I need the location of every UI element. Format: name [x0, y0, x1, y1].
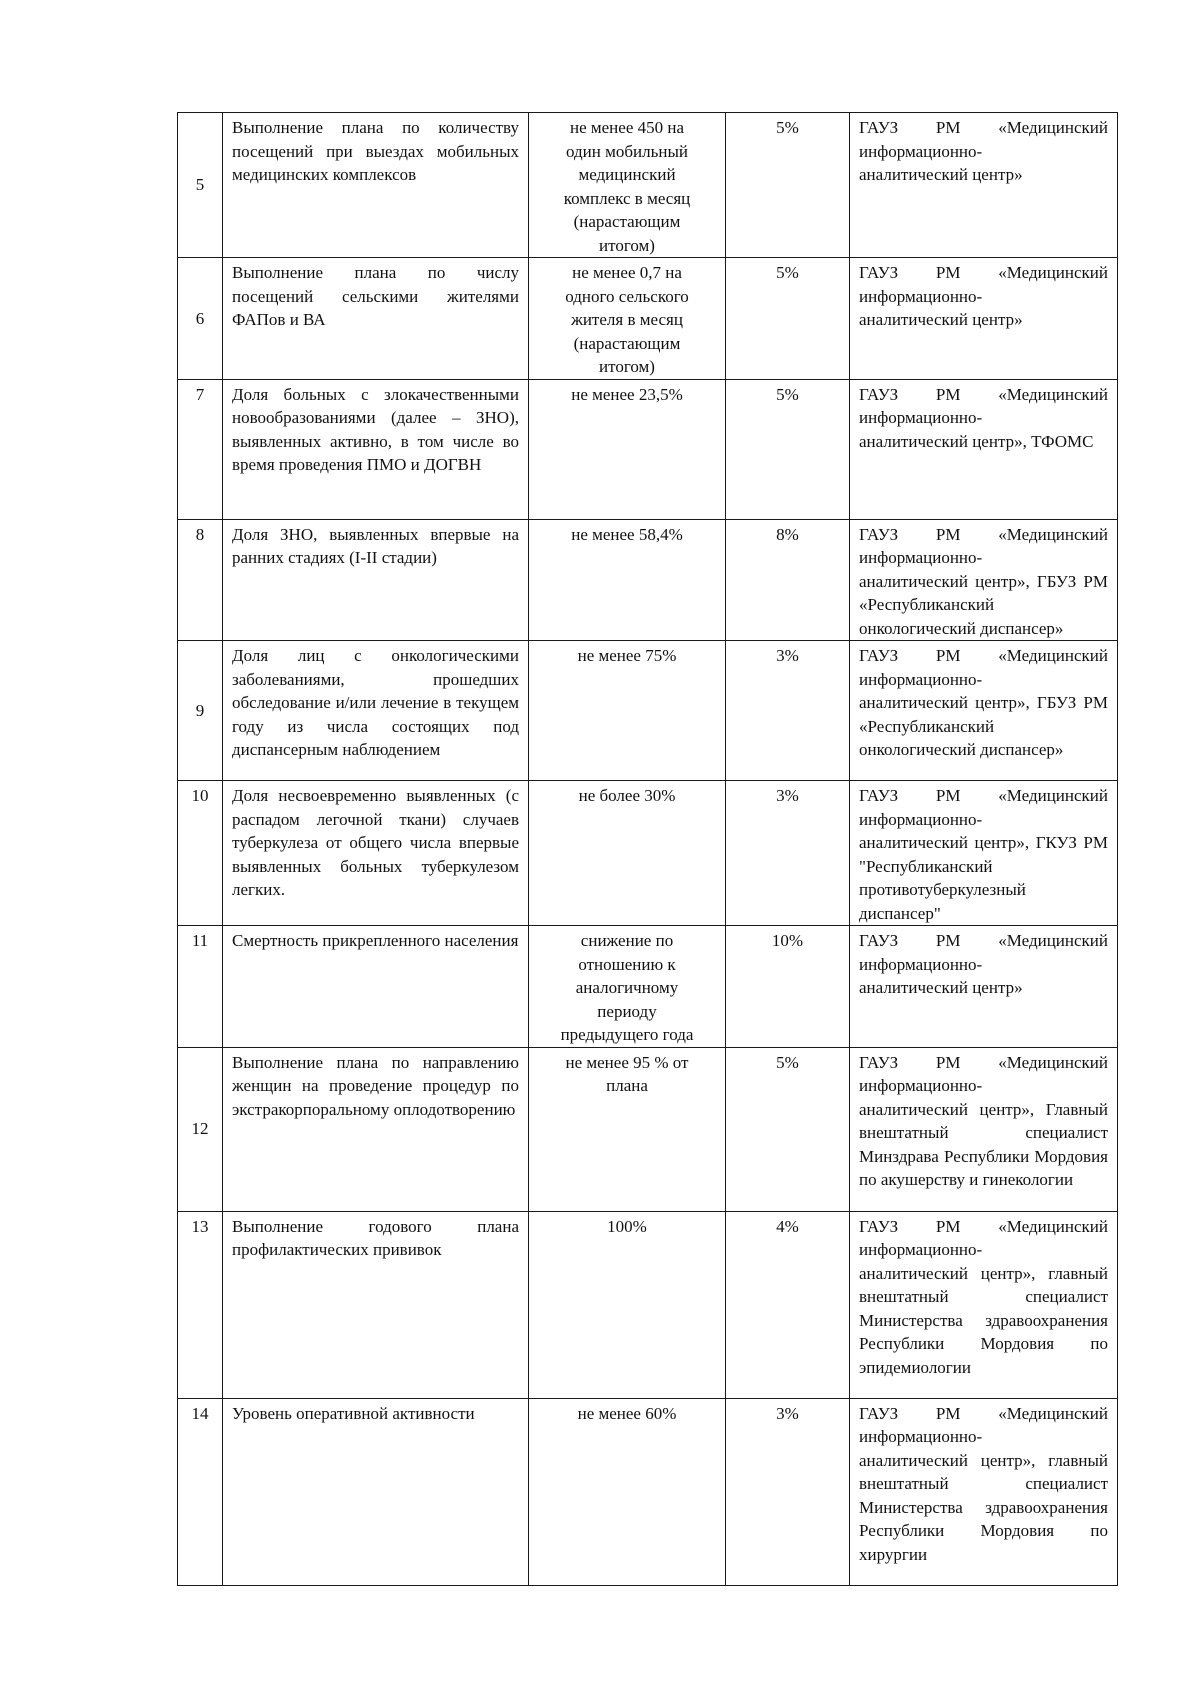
- table-row: [178, 113, 1118, 258]
- table-row: [178, 641, 1118, 781]
- target-value: не менее 95 % от плана: [529, 1047, 726, 1211]
- data-source: ГАУЗ РМ «Медицинский информационно- аналитический центр», ГБУЗ РМ «Республиканский онкологический диспансер»: [850, 641, 1118, 781]
- indicator-name: Доля несвоевременно выявленных (с распадом легочной ткани) случаев туберкулеза от общего числа впервые выявленных больных туберкулезом легких.: [223, 781, 529, 926]
- target-value: снижение по отношению к аналогичному периоду предыдущего года: [529, 926, 726, 1048]
- data-source: ГАУЗ РМ «Медицинский информационно- аналитический центр», главный внештатный специалист Министерства здравоохранения Республики Мордовия по хирургии: [850, 1398, 1118, 1585]
- target-value: не более 30%: [529, 781, 726, 926]
- target-value: не менее 0,7 на одного сельского жителя в месяц (нарастающим итогом): [529, 258, 726, 380]
- row-number: 9: [178, 641, 223, 781]
- indicator-name: Смертность прикрепленного населения: [223, 926, 529, 1048]
- row-number: 5: [178, 113, 223, 258]
- weight-percent: 5%: [726, 258, 850, 380]
- table-row: [178, 1211, 1118, 1398]
- row-number: 8: [178, 519, 223, 641]
- data-source: ГАУЗ РМ «Медицинский информационно- аналитический центр»: [850, 258, 1118, 380]
- indicator-name: Выполнение плана по числу посещений сельскими жителями ФАПов и ВА: [223, 258, 529, 380]
- weight-percent: 10%: [726, 926, 850, 1048]
- weight-percent: 5%: [726, 1047, 850, 1211]
- weight-percent: 4%: [726, 1211, 850, 1398]
- table-row: [178, 519, 1118, 641]
- target-value: не менее 23,5%: [529, 379, 726, 519]
- row-number: 10: [178, 781, 223, 926]
- data-source: ГАУЗ РМ «Медицинский информационно- аналитический центр», ГБУЗ РМ «Республиканский онкологический диспансер»: [850, 519, 1118, 641]
- table-row: [178, 258, 1118, 380]
- table-row: [178, 379, 1118, 519]
- indicator-name: Выполнение плана по количеству посещений при выездах мобильных медицинских комплексов: [223, 113, 529, 258]
- table-row: [178, 1398, 1118, 1585]
- indicator-name: Доля больных с злокачественными новообразованиями (далее – ЗНО), выявленных активно, в том числе во время проведения ПМО и ДОГВН: [223, 379, 529, 519]
- row-number: 12: [178, 1047, 223, 1211]
- table-row: [178, 1047, 1118, 1211]
- target-value: не менее 58,4%: [529, 519, 726, 641]
- data-source: ГАУЗ РМ «Медицинский информационно- аналитический центр», ТФОМС: [850, 379, 1118, 519]
- weight-percent: 3%: [726, 641, 850, 781]
- target-value: 100%: [529, 1211, 726, 1398]
- data-source: ГАУЗ РМ «Медицинский информационно- аналитический центр»: [850, 926, 1118, 1048]
- data-source: ГАУЗ РМ «Медицинский информационно- аналитический центр»: [850, 113, 1118, 258]
- weight-percent: 5%: [726, 113, 850, 258]
- row-number: 6: [178, 258, 223, 380]
- row-number: 13: [178, 1211, 223, 1398]
- indicator-name: Доля лиц с онкологическими заболеваниями, прошедших обследование и/или лечение в текущем году из числа состоящих под диспансерным наблюдением: [223, 641, 529, 781]
- indicator-name: Уровень оперативной активности: [223, 1398, 529, 1585]
- weight-percent: 5%: [726, 379, 850, 519]
- indicator-name: Доля ЗНО, выявленных впервые на ранних стадиях (I-II стадии): [223, 519, 529, 641]
- indicators-table: [177, 112, 1118, 1586]
- row-number: 14: [178, 1398, 223, 1585]
- target-value: не менее 75%: [529, 641, 726, 781]
- target-value: не менее 450 на один мобильный медицинский комплекс в месяц (нарастающим итогом): [529, 113, 726, 258]
- data-source: ГАУЗ РМ «Медицинский информационно- аналитический центр», главный внештатный специалист Министерства здравоохранения Республики Мордовия по эпидемиологии: [850, 1211, 1118, 1398]
- data-source: ГАУЗ РМ «Медицинский информационно- аналитический центр», Главный внештатный специалист Минздрава Республики Мордовия по акушерству и гинекологии: [850, 1047, 1118, 1211]
- table-row: [178, 781, 1118, 926]
- indicator-name: Выполнение годового плана профилактических прививок: [223, 1211, 529, 1398]
- target-value: не менее 60%: [529, 1398, 726, 1585]
- data-source: ГАУЗ РМ «Медицинский информационно- аналитический центр», ГКУЗ РМ "Республиканский противотуберкулезный диспансер": [850, 781, 1118, 926]
- weight-percent: 3%: [726, 781, 850, 926]
- table-row: [178, 926, 1118, 1048]
- weight-percent: 8%: [726, 519, 850, 641]
- row-number: 11: [178, 926, 223, 1048]
- row-number: 7: [178, 379, 223, 519]
- indicator-name: Выполнение плана по направлению женщин на проведение процедур по экстракорпоральному оплодотворению: [223, 1047, 529, 1211]
- weight-percent: 3%: [726, 1398, 850, 1585]
